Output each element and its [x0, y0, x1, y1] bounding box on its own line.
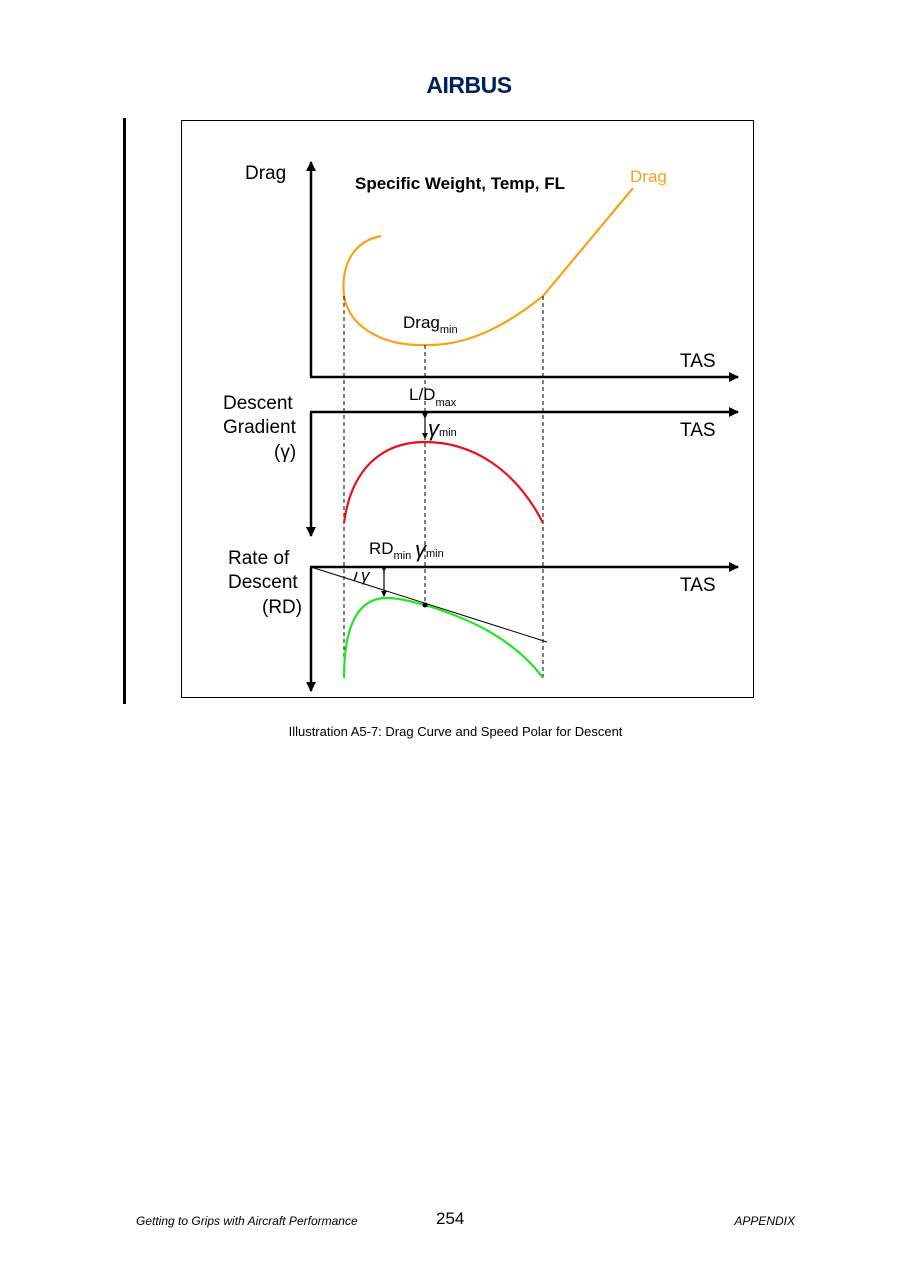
gradient-label-line2: Gradient	[223, 417, 296, 438]
gamma-min-label	[428, 416, 457, 441]
airbus-logo: AIRBUS	[426, 72, 512, 98]
gamma-min-sub: min	[439, 427, 457, 439]
gamma-min-symbol: γ	[428, 416, 439, 441]
drag-min-label	[403, 313, 458, 336]
rd-min-label	[369, 539, 411, 562]
gamma-min2-label	[415, 537, 444, 562]
tangent-line	[311, 567, 547, 642]
ld-max-sub: max	[435, 397, 457, 409]
tas-label-bottom: TAS	[680, 575, 716, 596]
rd-label-line1: Rate of	[228, 548, 290, 569]
rd-curve	[344, 598, 543, 678]
drag-axis-label: Drag	[245, 163, 287, 184]
tas-label-mid: TAS	[680, 420, 716, 441]
gamma-min2-sub: min	[426, 548, 444, 560]
gradient-label-line3: (γ)	[274, 442, 297, 463]
revision-change-bar	[123, 118, 126, 704]
rd-label-line3: (RD)	[262, 597, 303, 618]
rd-min-text: RD	[369, 539, 394, 558]
drag-curve	[343, 188, 633, 345]
ld-max-text: L/D	[409, 385, 436, 404]
rd-label-line2: Descent	[228, 572, 298, 593]
drag-curve-label: Drag	[630, 167, 667, 186]
ld-max-label	[409, 385, 457, 409]
drag-speed-polar-diagram	[181, 120, 755, 700]
rd-min-sub: min	[393, 550, 412, 562]
gradient-label-line1: Descent	[223, 393, 293, 414]
tangent-point	[423, 603, 428, 608]
gradient-curve	[344, 442, 543, 523]
drag-min-text: Drag	[403, 313, 440, 332]
drag-min-sub: min	[439, 324, 458, 336]
figure-caption: Illustration A5-7: Drag Curve and Speed Polar for Descent	[288, 724, 623, 739]
footer-page-number: 254	[436, 1209, 465, 1228]
footer-document-title: Getting to Grips with Aircraft Performance	[136, 1214, 358, 1228]
gamma-min2-symbol: γ	[415, 537, 426, 562]
gamma-angle-arc	[354, 572, 357, 581]
tas-label-top: TAS	[680, 351, 716, 372]
gamma-angle-symbol: γ	[361, 566, 370, 585]
chart-title: Specific Weight, Temp, FL	[355, 174, 566, 193]
footer-section: APPENDIX	[734, 1214, 795, 1228]
